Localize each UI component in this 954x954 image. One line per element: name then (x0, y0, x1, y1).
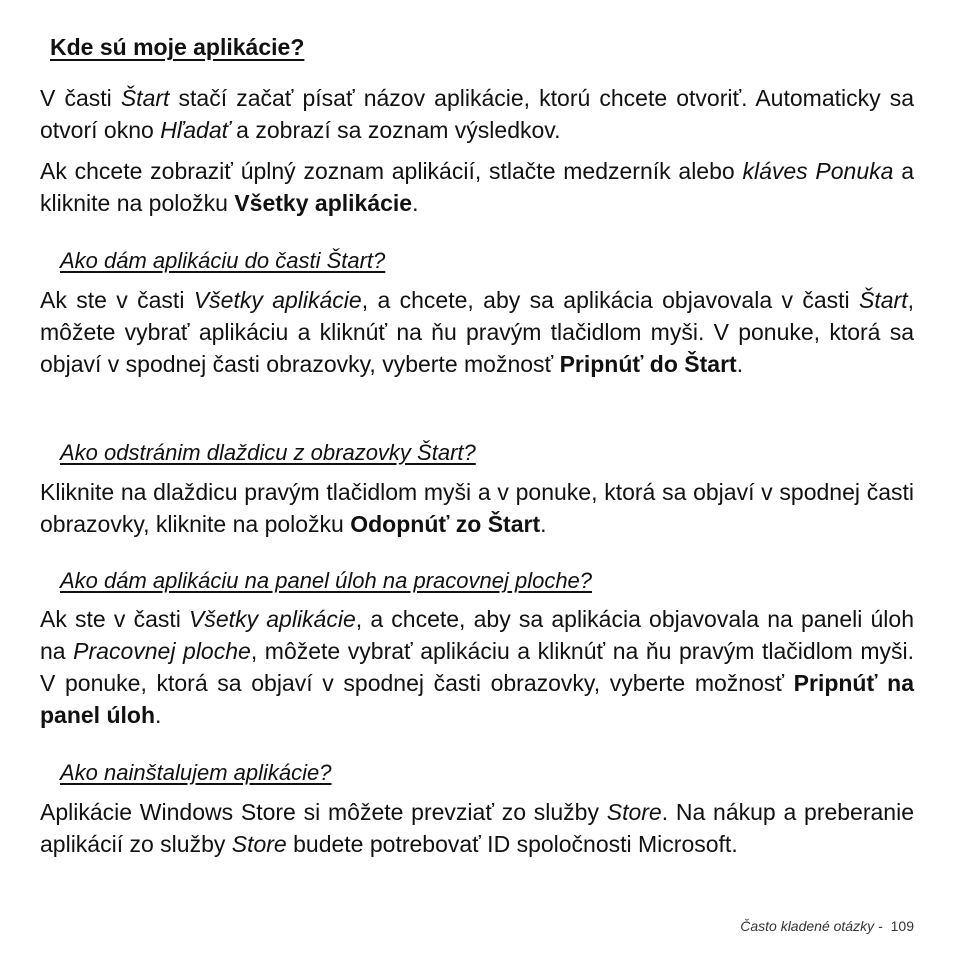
text-run: budete potrebovať ID spoločnosti Microsoft. (286, 831, 738, 857)
intro-paragraph-1 (40, 82, 914, 146)
text-run: . (412, 190, 419, 216)
section-heading-install-apps: Ako nainštalujem aplikácie? (60, 760, 332, 785)
italic-run: Štart (120, 85, 170, 111)
section-paragraph-pin-taskbar (40, 603, 914, 731)
section-paragraph-pin-start (40, 284, 914, 380)
page-footer (740, 918, 914, 934)
text-run: , môžete vybrať aplikáciu a kliknúť na ňu pravým tlačidlom myši. V ponuke, ktorá sa objaví v spodnej časti obrazovky, vyberte možnosť (40, 287, 914, 377)
italic-run: kláves Ponuka (742, 158, 894, 184)
italic-run: Všetky aplikácie (189, 606, 356, 632)
text-run: . (540, 511, 547, 537)
section-heading-pin-taskbar: Ako dám aplikáciu na panel úloh na pracovnej ploche? (60, 568, 593, 593)
text-run: . Na nákup a preberanie aplikácií zo služby (40, 799, 914, 857)
text-run: a zobrazí sa zoznam výsledkov. (229, 117, 561, 143)
text-run: . (736, 351, 744, 377)
italic-run: Všetky aplikácie (193, 287, 362, 313)
italic-run: Pracovnej ploche (73, 638, 251, 664)
text-run: Ak ste v časti (40, 287, 194, 313)
bold-run: Pripnúť na panel úloh (40, 670, 914, 728)
text-run: Ak ste v časti (40, 606, 190, 632)
bold-run: Všetky aplikácie (234, 190, 413, 216)
section-heading-unpin-tile: Ako odstránim dlaždicu z obrazovky Štart? (60, 440, 476, 465)
text-run: a kliknite na položku (40, 158, 915, 216)
section-heading-pin-start: Ako dám aplikáciu do časti Štart? (60, 248, 386, 273)
footer-label: Často kladené otázky - (740, 918, 883, 934)
italic-run: Store (606, 799, 662, 825)
text-run: , a chcete, aby sa aplikácia objavovala v časti (361, 287, 860, 313)
bold-run: Pripnúť do Štart (559, 351, 737, 377)
intro-paragraph-2 (40, 155, 914, 219)
italic-run: Hľadať (160, 117, 230, 143)
italic-run: Store (231, 831, 287, 857)
text-run: , môžete vybrať aplikáciu a kliknúť na ňu pravým tlačidlom myši. V ponuke, ktorá sa objaví v spodnej časti obrazovky, vyberte možnosť (40, 638, 914, 696)
section-paragraph-install-apps (40, 796, 914, 860)
page-title: Kde sú moje aplikácie? (50, 34, 305, 60)
bold-run: Odopnúť zo Štart (350, 511, 541, 537)
italic-run: Štart (859, 287, 908, 313)
text-run: , a chcete, aby sa aplikácia objavovala na paneli úloh na (40, 606, 915, 664)
text-run: . (155, 702, 162, 728)
text-run: Ak chcete zobraziť úplný zoznam aplikácií, stlačte medzerník alebo (40, 158, 743, 184)
text-run: Aplikácie Windows Store si môžete prevziať zo služby (40, 799, 607, 825)
text-run: V časti (40, 85, 121, 111)
section-paragraph-unpin-tile (40, 476, 914, 540)
text-run: Kliknite na dlaždicu pravým tlačidlom myši a v ponuke, ktorá sa objaví v spodnej časti obrazovky, kliknite na položku (40, 479, 914, 537)
text-run: stačí začať písať názov aplikácie, ktorú chcete otvoriť. Automaticky sa otvorí okno (40, 85, 914, 143)
page-number: 109 (890, 918, 914, 934)
